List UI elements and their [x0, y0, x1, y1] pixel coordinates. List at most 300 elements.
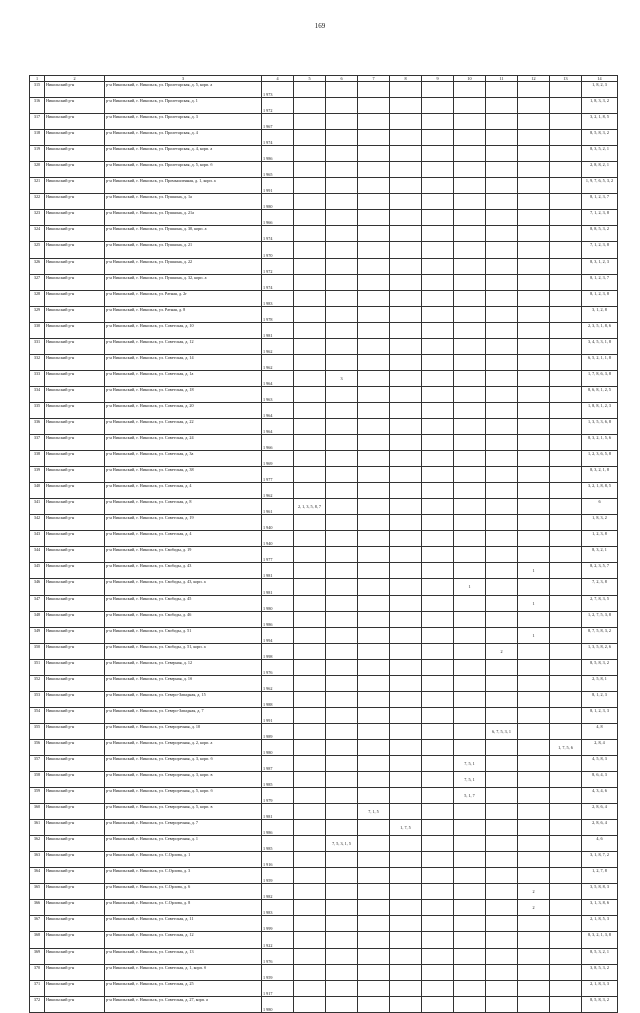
col-14-cell: 4, 3, 4, 6 — [582, 788, 618, 804]
col-13-cell — [550, 643, 582, 659]
col-10-cell: 7, 5, 1 — [454, 772, 486, 788]
col-9-cell — [422, 611, 454, 627]
col-13-cell — [550, 611, 582, 627]
year-built-cell: 1 981 — [262, 322, 294, 338]
address-cell: р-н Никольский, г. Никольск, ул. Пролетарская, д. 5, корп. б — [105, 162, 262, 178]
col-9-cell — [422, 370, 454, 386]
district-cell: Никольский р-н — [45, 788, 105, 804]
row-number-cell: 348 — [30, 611, 45, 627]
year-built-cell: 1 981 — [262, 804, 294, 820]
col-10-cell — [454, 836, 486, 852]
col-7-cell — [358, 643, 390, 659]
col-11-cell — [486, 435, 518, 451]
col-6-cell — [326, 980, 358, 996]
col-5-cell — [294, 675, 326, 691]
table-row — [30, 675, 618, 691]
address-cell: р-н Никольский, г. Никольск, ул. Советская, д. 10 — [105, 322, 262, 338]
col-6-cell — [326, 675, 358, 691]
col-13-cell — [550, 322, 582, 338]
col-9-cell — [422, 98, 454, 114]
col-8-cell — [390, 515, 422, 531]
table-row — [30, 579, 618, 595]
address-cell: р-н Никольский, г. Никольск, ул. Советская, д. 12 — [105, 932, 262, 948]
address-cell: р-н Никольский, г. Никольск, ул. Пушкина, д. 22 — [105, 258, 262, 274]
col-8-cell — [390, 82, 422, 98]
col-8-cell — [390, 435, 422, 451]
col-8-cell — [390, 210, 422, 226]
row-number-cell: 371 — [30, 980, 45, 996]
col-8-cell — [390, 162, 422, 178]
district-cell: Никольский р-н — [45, 884, 105, 900]
col-7-cell — [358, 274, 390, 290]
row-number-cell: 360 — [30, 804, 45, 820]
col-14-cell: 2, 7, 8, 3, 5 — [582, 595, 618, 611]
col-11-cell — [486, 418, 518, 434]
col-9-cell — [422, 386, 454, 402]
row-number-cell: 331 — [30, 338, 45, 354]
address-cell: р-н Никольский, г. Никольск, ул. Советская, д. 25 — [105, 980, 262, 996]
col-9-cell — [422, 290, 454, 306]
col-9-cell — [422, 162, 454, 178]
col-14-cell: 1, 8, 3, 3, 2 — [582, 98, 618, 114]
col-14-cell: 7, 1, 2, 3, 8 — [582, 210, 618, 226]
col-12-cell — [518, 755, 550, 771]
col-13-cell — [550, 499, 582, 515]
col-13-cell — [550, 354, 582, 370]
district-cell: Никольский р-н — [45, 579, 105, 595]
address-cell: р-н Никольский, г. Никольск, ул. Пролетарская, д. 4, корп. а — [105, 146, 262, 162]
table-row — [30, 980, 618, 996]
col-7-cell: 7, 1, 5 — [358, 804, 390, 820]
col-11-cell — [486, 547, 518, 563]
table-row — [30, 451, 618, 467]
col-13-cell — [550, 563, 582, 579]
col-14-cell: 2, 3, 5, 1, 8, 6 — [582, 322, 618, 338]
col-5-cell — [294, 563, 326, 579]
col-9-cell — [422, 852, 454, 868]
district-cell: Никольский р-н — [45, 338, 105, 354]
col-5-cell — [294, 162, 326, 178]
col-14-cell: 8, 3, 2, 1, 3, 8 — [582, 932, 618, 948]
address-cell: р-н Никольский, г. Никольск, ул. Североречная, д. 3, корп. в — [105, 772, 262, 788]
table-row — [30, 611, 618, 627]
col-6-cell — [326, 627, 358, 643]
col-5-cell — [294, 643, 326, 659]
row-number-cell: 319 — [30, 146, 45, 162]
col-11-cell — [486, 306, 518, 322]
col-10-cell: 7, 5, 1 — [454, 755, 486, 771]
col-10-cell — [454, 868, 486, 884]
col-10-cell — [454, 996, 486, 1012]
year-built-cell: 1 978 — [262, 306, 294, 322]
col-10-cell — [454, 467, 486, 483]
col-11-cell — [486, 675, 518, 691]
col-13-cell — [550, 820, 582, 836]
address-cell: р-н Никольский, г. Никольск, ул. Североречная, д. 3, корп. б — [105, 755, 262, 771]
col-12-cell — [518, 114, 550, 130]
col-14-cell: 1, 3, 5, 3, 6, 8 — [582, 418, 618, 434]
district-cell: Никольский р-н — [45, 804, 105, 820]
col-8-cell — [390, 386, 422, 402]
col-11-cell — [486, 386, 518, 402]
col-12-cell: 2 — [518, 900, 550, 916]
row-number-cell: 317 — [30, 114, 45, 130]
col-14-cell: 8, 1, 2, 3 — [582, 691, 618, 707]
col-10-cell — [454, 531, 486, 547]
row-number-cell: 343 — [30, 531, 45, 547]
col-8-cell — [390, 258, 422, 274]
col-7-cell — [358, 515, 390, 531]
district-cell: Никольский р-н — [45, 435, 105, 451]
col-8-cell — [390, 114, 422, 130]
year-built-cell: 1 986 — [262, 611, 294, 627]
district-cell: Никольский р-н — [45, 563, 105, 579]
address-cell: р-н Никольский, г. Никольск, ул. Североречная, д. 1 — [105, 836, 262, 852]
col-12-cell — [518, 258, 550, 274]
col-7-cell — [358, 900, 390, 916]
address-cell: р-н Никольский, г. Никольск, ул. С.Орлова, д. 8 — [105, 900, 262, 916]
col-14-cell: 1, 7, 8, 6, 3, 8 — [582, 370, 618, 386]
col-14-cell: 8, 3, 2, 1 — [582, 547, 618, 563]
col-14-cell: 8, 1, 2, 3, 7 — [582, 274, 618, 290]
col-10-cell — [454, 226, 486, 242]
column-header: 1 — [30, 76, 45, 82]
col-8-cell — [390, 130, 422, 146]
col-13-cell — [550, 755, 582, 771]
district-cell: Никольский р-н — [45, 98, 105, 114]
district-cell: Никольский р-н — [45, 627, 105, 643]
col-12-cell — [518, 531, 550, 547]
col-8-cell — [390, 290, 422, 306]
page-number: 169 — [314, 22, 326, 30]
district-cell: Никольский р-н — [45, 194, 105, 210]
col-9-cell — [422, 194, 454, 210]
col-5-cell — [294, 980, 326, 996]
col-13-cell — [550, 435, 582, 451]
table-row — [30, 306, 618, 322]
table-row — [30, 643, 618, 659]
year-built-cell: 1 981 — [262, 579, 294, 595]
col-14-cell: 3, 2, 1, 8, 5 — [582, 114, 618, 130]
year-built-cell: 1 976 — [262, 948, 294, 964]
col-8-cell — [390, 868, 422, 884]
col-5-cell — [294, 707, 326, 723]
col-13-cell — [550, 418, 582, 434]
col-5-cell — [294, 755, 326, 771]
col-7-cell — [358, 707, 390, 723]
row-number-cell: 363 — [30, 852, 45, 868]
table-row — [30, 659, 618, 675]
col-5-cell — [294, 290, 326, 306]
col-12-cell — [518, 547, 550, 563]
district-cell: Никольский р-н — [45, 290, 105, 306]
address-cell: р-н Никольский, г. Никольск, ул. С.Орлова, д. 1 — [105, 852, 262, 868]
address-cell: р-н Никольский, г. Никольск, ул. Пролетарская, д. 3 — [105, 114, 262, 130]
col-11-cell — [486, 852, 518, 868]
col-10-cell — [454, 563, 486, 579]
col-11-cell — [486, 370, 518, 386]
col-5-cell — [294, 884, 326, 900]
col-5-cell — [294, 948, 326, 964]
col-7-cell — [358, 194, 390, 210]
col-14-cell: 8, 5, 8, 3, 2 — [582, 659, 618, 675]
table-row — [30, 402, 618, 418]
col-6-cell — [326, 483, 358, 499]
col-8-cell — [390, 755, 422, 771]
year-built-cell: 1 966 — [262, 435, 294, 451]
col-9-cell — [422, 226, 454, 242]
col-12-cell — [518, 948, 550, 964]
row-number-cell: 372 — [30, 996, 45, 1012]
year-built-cell: 1 976 — [262, 659, 294, 675]
col-10-cell — [454, 242, 486, 258]
table-row — [30, 884, 618, 900]
table-row — [30, 723, 618, 739]
col-6-cell — [326, 772, 358, 788]
col-10-cell — [454, 354, 486, 370]
col-13-cell — [550, 579, 582, 595]
col-6-cell — [326, 996, 358, 1012]
year-built-cell: 1 981 — [262, 563, 294, 579]
col-14-cell: 2, 5, 8, 1 — [582, 675, 618, 691]
col-7-cell — [358, 675, 390, 691]
table-row — [30, 258, 618, 274]
row-number-cell: 335 — [30, 402, 45, 418]
col-9-cell — [422, 772, 454, 788]
year-built-cell: 1 917 — [262, 980, 294, 996]
address-cell: р-н Никольский, г. Никольск, ул. Пушкина, д. 1а — [105, 194, 262, 210]
col-7-cell — [358, 226, 390, 242]
row-number-cell: 329 — [30, 306, 45, 322]
row-number-cell: 322 — [30, 194, 45, 210]
table-row — [30, 226, 618, 242]
col-10-cell — [454, 338, 486, 354]
col-10-cell — [454, 627, 486, 643]
col-12-cell: 1 — [518, 563, 550, 579]
col-13-cell — [550, 82, 582, 98]
col-6-cell — [326, 723, 358, 739]
col-14-cell: 1, 8, 8, 1, 2, 3 — [582, 402, 618, 418]
col-11-cell — [486, 515, 518, 531]
col-9-cell — [422, 723, 454, 739]
col-6-cell — [326, 643, 358, 659]
col-10-cell — [454, 499, 486, 515]
col-10-cell — [454, 210, 486, 226]
col-11-cell — [486, 707, 518, 723]
table-row — [30, 627, 618, 643]
col-12-cell — [518, 483, 550, 499]
year-built-cell: 1 922 — [262, 932, 294, 948]
col-10-cell — [454, 659, 486, 675]
table-row — [30, 691, 618, 707]
col-12-cell — [518, 178, 550, 194]
year-built-cell: 1 977 — [262, 547, 294, 563]
row-number-cell: 328 — [30, 290, 45, 306]
year-built-cell: 1 964 — [262, 370, 294, 386]
table-row — [30, 964, 618, 980]
col-5-cell — [294, 114, 326, 130]
col-13-cell — [550, 675, 582, 691]
year-built-cell: 1 985 — [262, 772, 294, 788]
col-10-cell — [454, 146, 486, 162]
row-number-cell: 359 — [30, 788, 45, 804]
col-10-cell — [454, 691, 486, 707]
col-12-cell — [518, 98, 550, 114]
district-cell: Никольский р-н — [45, 868, 105, 884]
col-5-cell — [294, 531, 326, 547]
col-6-cell — [326, 290, 358, 306]
col-14-cell: 8, 7, 5, 8, 3, 2 — [582, 627, 618, 643]
address-cell: р-н Никольский, г. Никольск, ул. Североречная, д. 7 — [105, 820, 262, 836]
col-7-cell — [358, 948, 390, 964]
table-row — [30, 483, 618, 499]
col-7-cell — [358, 659, 390, 675]
col-11-cell — [486, 531, 518, 547]
col-14-cell: 7, 2, 3, 8 — [582, 579, 618, 595]
col-11-cell — [486, 82, 518, 98]
col-13-cell — [550, 804, 582, 820]
district-cell: Никольский р-н — [45, 402, 105, 418]
row-number-cell: 367 — [30, 916, 45, 932]
address-cell: р-н Никольский, г. Никольск, ул. Советская, д. 1, корп. б — [105, 964, 262, 980]
col-14-cell: 8, 1, 2, 3, 8 — [582, 290, 618, 306]
col-12-cell — [518, 210, 550, 226]
col-9-cell — [422, 354, 454, 370]
col-10-cell — [454, 306, 486, 322]
district-cell: Никольский р-н — [45, 980, 105, 996]
col-13-cell — [550, 627, 582, 643]
col-10-cell — [454, 675, 486, 691]
column-header: 4 — [262, 76, 294, 82]
col-6-cell — [326, 547, 358, 563]
col-13-cell — [550, 338, 582, 354]
col-12-cell — [518, 980, 550, 996]
col-8-cell — [390, 402, 422, 418]
col-9-cell — [422, 691, 454, 707]
col-5-cell — [294, 515, 326, 531]
col-9-cell — [422, 804, 454, 820]
row-number-cell: 338 — [30, 451, 45, 467]
col-9-cell — [422, 499, 454, 515]
col-10-cell — [454, 515, 486, 531]
col-12-cell — [518, 515, 550, 531]
col-14-cell: 3, 1, 2, 8 — [582, 306, 618, 322]
col-14-cell: 3, 1, 3, 8, 6 — [582, 900, 618, 916]
district-cell: Никольский р-н — [45, 82, 105, 98]
col-9-cell — [422, 515, 454, 531]
col-5-cell — [294, 178, 326, 194]
address-cell: р-н Никольский, г. Никольск, ул. Советская, д. 13 — [105, 948, 262, 964]
col-11-cell — [486, 338, 518, 354]
col-9-cell — [422, 595, 454, 611]
col-14-cell: 3, 8, 5, 3, 2 — [582, 964, 618, 980]
district-cell: Никольский р-н — [45, 451, 105, 467]
col-13-cell — [550, 932, 582, 948]
row-number-cell: 370 — [30, 964, 45, 980]
col-11-cell — [486, 788, 518, 804]
row-number-cell: 318 — [30, 130, 45, 146]
address-cell: р-н Никольский, г. Никольск, ул. Пролетарская, д. 4 — [105, 130, 262, 146]
row-number-cell: 369 — [30, 948, 45, 964]
year-built-cell: 1 980 — [262, 595, 294, 611]
row-number-cell: 341 — [30, 499, 45, 515]
col-13-cell — [550, 194, 582, 210]
col-10-cell — [454, 483, 486, 499]
col-7-cell — [358, 402, 390, 418]
col-9-cell — [422, 338, 454, 354]
col-11-cell — [486, 836, 518, 852]
col-13-cell — [550, 948, 582, 964]
col-13-cell — [550, 852, 582, 868]
col-13-cell — [550, 836, 582, 852]
col-9-cell — [422, 274, 454, 290]
year-built-cell: 1 962 — [262, 338, 294, 354]
col-12-cell — [518, 707, 550, 723]
col-6-cell — [326, 868, 358, 884]
col-14-cell: 8, 5, 8, 3, 2 — [582, 130, 618, 146]
col-10-cell — [454, 258, 486, 274]
col-9-cell — [422, 836, 454, 852]
col-6-cell — [326, 258, 358, 274]
col-11-cell — [486, 739, 518, 755]
col-7-cell — [358, 354, 390, 370]
col-7-cell — [358, 467, 390, 483]
col-12-cell — [518, 274, 550, 290]
col-11-cell: 6, 7, 5, 3, 1 — [486, 723, 518, 739]
col-8-cell — [390, 194, 422, 210]
col-13-cell — [550, 547, 582, 563]
col-13-cell — [550, 659, 582, 675]
district-cell: Никольский р-н — [45, 643, 105, 659]
col-12-cell — [518, 916, 550, 932]
col-7-cell — [358, 435, 390, 451]
col-11-cell — [486, 884, 518, 900]
col-14-cell: 4, 6 — [582, 836, 618, 852]
col-14-cell: 7, 1, 2, 3, 8 — [582, 242, 618, 258]
row-number-cell: 357 — [30, 755, 45, 771]
col-8-cell — [390, 772, 422, 788]
col-5-cell — [294, 627, 326, 643]
year-built-cell: 1 972 — [262, 98, 294, 114]
col-11-cell — [486, 162, 518, 178]
col-11-cell — [486, 659, 518, 675]
col-12-cell — [518, 579, 550, 595]
address-cell: р-н Никольский, г. Никольск, ул. Североречная, д. 5, корп. в — [105, 804, 262, 820]
col-9-cell — [422, 643, 454, 659]
address-cell: р-н Никольский, г. Никольск, ул. Пушкина, д. 21 — [105, 242, 262, 258]
col-12-cell — [518, 772, 550, 788]
col-14-cell: 4, 8 — [582, 723, 618, 739]
col-8-cell — [390, 354, 422, 370]
row-number-cell: 327 — [30, 274, 45, 290]
col-7-cell — [358, 755, 390, 771]
col-5-cell — [294, 547, 326, 563]
col-9-cell — [422, 467, 454, 483]
col-8-cell — [390, 242, 422, 258]
year-built-cell: 1 986 — [262, 820, 294, 836]
col-8-cell — [390, 499, 422, 515]
col-8-cell — [390, 980, 422, 996]
year-built-cell: 1 983 — [262, 290, 294, 306]
col-9-cell — [422, 627, 454, 643]
col-13-cell — [550, 707, 582, 723]
col-9-cell — [422, 916, 454, 932]
row-number-cell: 356 — [30, 739, 45, 755]
row-number-cell: 340 — [30, 483, 45, 499]
col-5-cell — [294, 820, 326, 836]
col-6-cell — [326, 900, 358, 916]
col-10-cell — [454, 435, 486, 451]
